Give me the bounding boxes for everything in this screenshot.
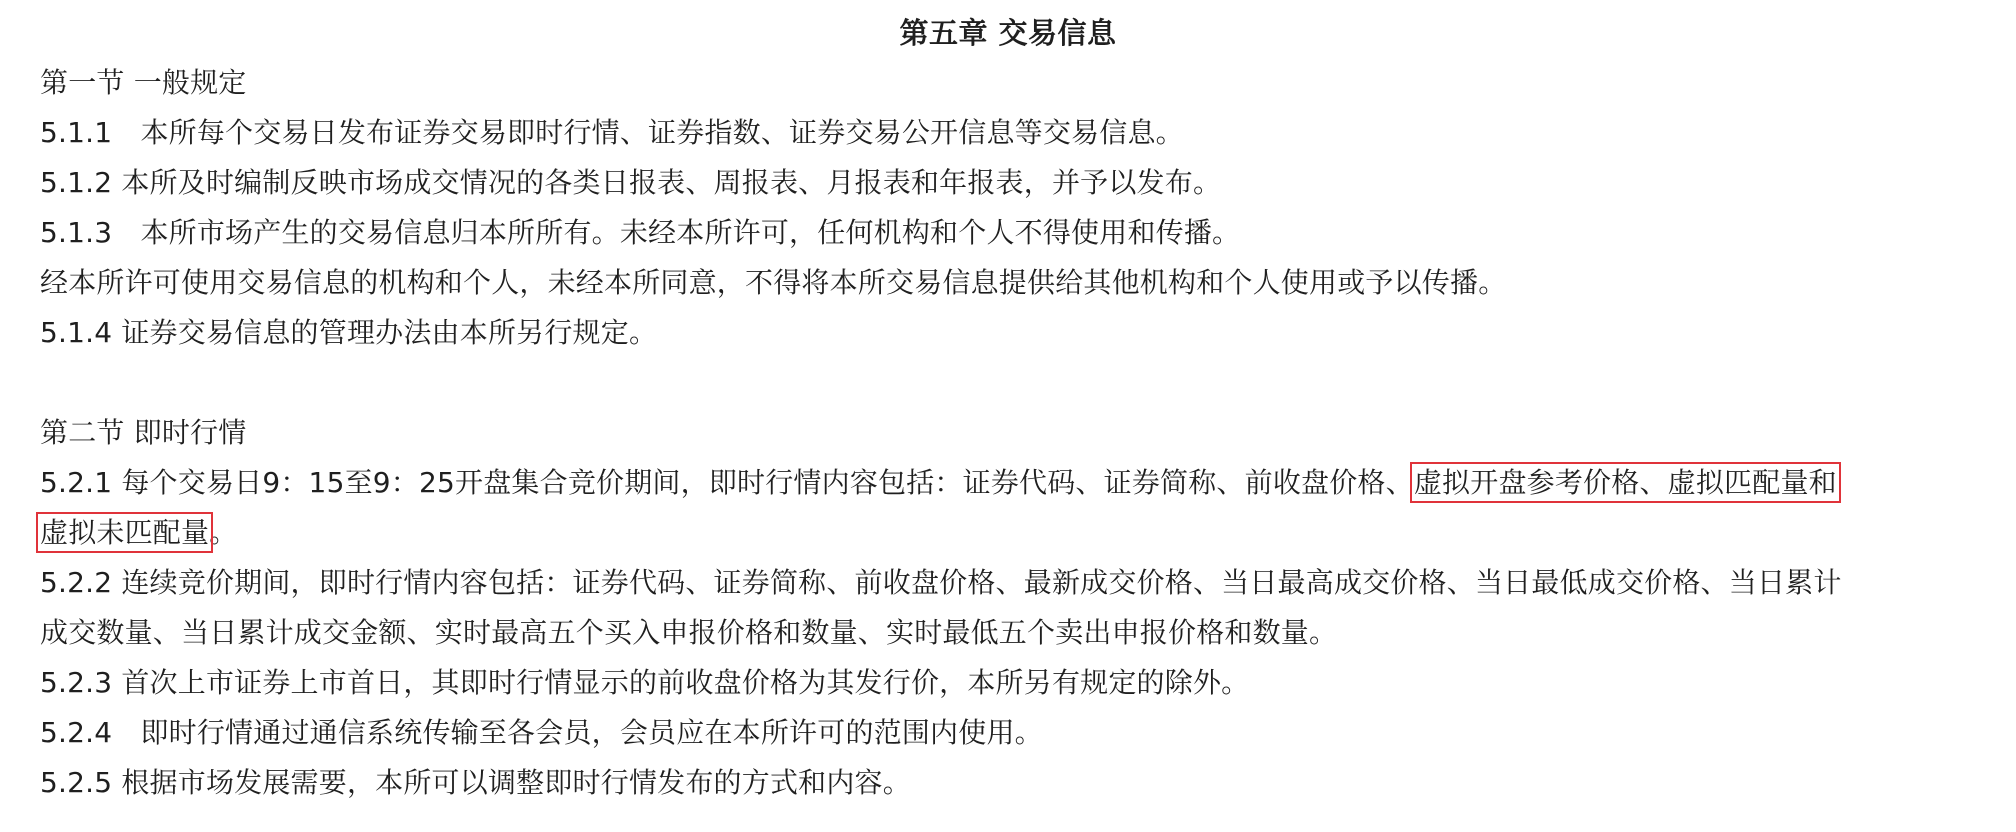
clause-5-1-2: 5.1.2 本所及时编制反映市场成交情况的各类日报表、周报表、月报表和年报表，并予以发布。 (40, 166, 1222, 199)
clause-5-1-1: 5.1.1 本所每个交易日发布证券交易即时行情、证券指数、证券交易公开信息等交易信息。 (40, 116, 1184, 149)
highlighted-phrase-part-1: 虚拟开盘参考价格、虚拟匹配量和 (1413, 466, 1837, 499)
clause-5-2-1-end: 。 (209, 516, 238, 549)
section-1-heading: 第一节 一般规定 (40, 66, 247, 99)
chapter-title: 第五章 交易信息 (899, 16, 1117, 50)
clause-5-2-5: 5.2.5 根据市场发展需要，本所可以调整即时行情发布的方式和内容。 (40, 766, 911, 799)
clause-5-2-2-line-1: 5.2.2 连续竞价期间，即时行情内容包括：证券代码、证券简称、前收盘价格、最新成交价格、当日最高成交价格、当日最低成交价格、当日累计 (40, 566, 1842, 599)
clause-5-2-3: 5.2.3 首次上市证券上市首日，其即时行情显示的前收盘价格为其发行价，本所另有规定的除外。 (40, 666, 1250, 699)
section-2-heading: 第二节 即时行情 (40, 416, 247, 449)
clause-5-1-3: 5.1.3 本所市场产生的交易信息归本所所有。未经本所许可，任何机构和个人不得使用和传播。 (40, 216, 1241, 249)
clause-5-2-1-line-1 (40, 458, 1976, 508)
clause-5-2-1-line-2 (40, 508, 1976, 558)
section-spacer (40, 358, 1976, 408)
clause-5-1-4: 5.1.4 证券交易信息的管理办法由本所另行规定。 (40, 316, 658, 349)
clause-5-2-1-text: 5.2.1 每个交易日9：15至9：25开盘集合竞价期间，即时行情内容包括：证券代码、证券简称、前收盘价格、 (40, 466, 1414, 499)
document-page (0, 8, 2016, 832)
clause-5-1-3-continuation: 经本所许可使用交易信息的机构和个人，未经本所同意，不得将本所交易信息提供给其他机构和个人使用或予以传播。 (40, 266, 1507, 299)
highlighted-phrase-part-2: 虚拟未匹配量 (40, 516, 210, 549)
clause-5-2-4: 5.2.4 即时行情通过通信系统传输至各会员，会员应在本所许可的范围内使用。 (40, 716, 1043, 749)
clause-5-2-2-line-2: 成交数量、当日累计成交金额、实时最高五个买入申报价格和数量、实时最低五个卖出申报价格和数量。 (40, 616, 1338, 649)
